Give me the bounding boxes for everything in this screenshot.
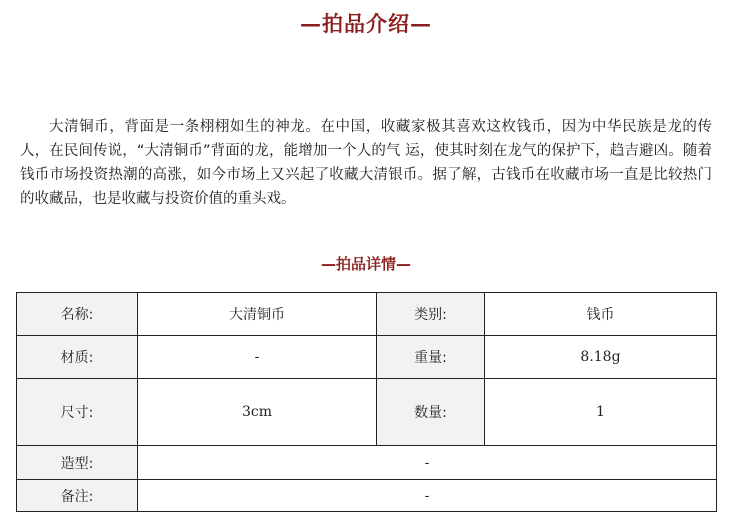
size-label: 尺寸: (17, 379, 138, 446)
table-row (17, 336, 717, 379)
table-row (17, 379, 717, 446)
table-row (17, 480, 717, 512)
category-label: 类别: (377, 293, 485, 336)
shape-label: 造型: (17, 446, 138, 480)
name-value: 大清铜币 (138, 293, 377, 336)
table-row (17, 446, 717, 480)
table-row (17, 293, 717, 336)
details-section-title: —拍品详情— (320, 255, 411, 273)
quantity-value: 1 (485, 379, 717, 446)
material-label: 材质: (17, 336, 138, 379)
intro-section-title: —拍品介绍— (300, 11, 432, 36)
remark-label: 备注: (17, 480, 138, 512)
intro-paragraph: 大清铜币，背面是一条栩栩如生的神龙。在中国，收藏家极其喜欢这枚钱币，因为中华民族是龙的传人，在民间传说，“大清铜币”背面的龙，能增加一个人的气 运，使其时刻在龙气的保护下，趋吉避凶。随着钱币市场投资热潮的高涨，如今市场上又兴起了收藏大清银币。据了解，古钱币在收藏市场一直是比较热门的收藏品，也是收藏与投资价值的重头戏。 (20, 118, 712, 207)
shape-value: - (138, 446, 717, 480)
category-value: 钱币 (485, 293, 717, 336)
weight-label: 重量: (377, 336, 485, 379)
material-value: - (138, 336, 377, 379)
size-value: 3cm (138, 379, 377, 446)
quantity-label: 数量: (377, 379, 485, 446)
name-label: 名称: (17, 293, 138, 336)
remark-value: - (138, 480, 717, 512)
details-table (16, 292, 717, 512)
weight-value: 8.18g (485, 336, 717, 379)
